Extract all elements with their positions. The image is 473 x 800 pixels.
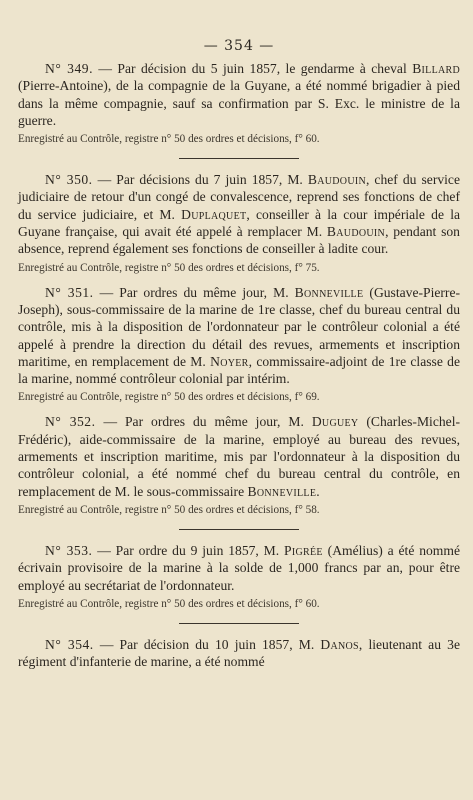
decision-entry-351 xyxy=(18,284,460,406)
separator-rule xyxy=(179,623,299,624)
person-name: Duguey xyxy=(311,414,359,430)
entry-number: N° 350. xyxy=(45,172,93,188)
entry-text: N° 351. — Par ordres du même jour, M. Bonneville (Gustave-Pierre-Joseph), sous-commissaire de la marine de 1re classe, chef du bureau central du contrôle, mis à la disposition de l'ordonnateur par le contrôleur colonial a été appelé à prendre la direction du détail des revues, armements et inscription maritime, en remplacement de M. Noyer, commissaire-adjoint de 1re classe de la marine, nommé contrôleur colonial par intérim. xyxy=(18,284,460,387)
decision-entry-349 xyxy=(18,60,460,147)
entry-number: N° 354. xyxy=(45,636,94,652)
separator-rule xyxy=(179,529,299,530)
person-name: Pigrée xyxy=(284,542,323,558)
decision-entry-350 xyxy=(18,171,460,275)
document-page xyxy=(18,34,460,670)
entry-number: N° 349. xyxy=(45,61,93,76)
person-name: Billard xyxy=(412,61,461,76)
decision-entry-352 xyxy=(18,413,460,517)
register-note: Enregistré au Contrôle, registre n° 50 des ordres et décisions, f° 60. xyxy=(18,597,320,610)
page-number: — 354 — xyxy=(203,38,275,54)
register-note: Enregistré au Contrôle, registre n° 50 des ordres et décisions, f° 69. xyxy=(18,391,320,404)
entry-text: N° 353. — Par ordre du 9 juin 1857, M. Pigrée (Amélius) a été nommé écrivain provisoire de la marine à la solde de 1,000 francs par an, pour être employé au secrétariat de l'ordonnateur. xyxy=(18,542,460,593)
register-note: Enregistré au Contrôle, registre n° 50 des ordres et décisions, f° 60. xyxy=(18,133,320,146)
person-name: Baudouin xyxy=(307,172,366,188)
entry-number: N° 353. xyxy=(45,542,93,558)
person-name: Danos xyxy=(320,636,359,652)
separator-rule xyxy=(179,158,299,159)
decision-entry-354 xyxy=(18,636,460,671)
entry-gap xyxy=(18,276,460,284)
register-note: Enregistré au Contrôle, registre n° 50 des ordres et décisions, f° 75. xyxy=(18,261,320,274)
decision-entry-353 xyxy=(18,542,460,612)
entry-text: N° 350. — Par décisions du 7 juin 1857, M. Baudouin, chef du service judiciaire de retour d'un congé de convalescence, reprend ses fonctions de chef du service judiciaire, et M. Duplaquet, conseiller à la cour impériale de la Guyane française, qui avait été appelé à remplacer M. Baudouin, pendant son absence, reprend également ses fonctions de conseiller à ladite cour. xyxy=(18,172,460,257)
person-name: Bonneville xyxy=(247,483,317,499)
entry-text: N° 352. — Par ordres du même jour, M. Duguey (Charles-Michel-Frédéric), aide-commissaire de la marine, employé au bureau des revues, armements et inscription maritime, mis par l'ordonnateur à la disposition du contrôleur colonial, a été nommé chef du bureau central du contrôle, en remplacement de M. le sous-commissaire Bonneville. xyxy=(18,414,460,499)
person-name: Duplaquet xyxy=(181,206,247,222)
entry-number: N° 352. xyxy=(45,414,96,430)
person-name: Noyer xyxy=(210,353,249,369)
entry-number: N° 351. xyxy=(45,284,94,300)
entry-text: N° 354. — Par décision du 10 juin 1857, M. Danos, lieutenant au 3e régiment d'infanterie de marine, a été nommé xyxy=(18,636,460,670)
entry-text: N° 349. — Par décision du 5 juin 1857, le gendarme à cheval Billard (Pierre-Antoine), de la compagnie de la Guyane, a été nommé brigadier à pied dans la même compagnie, sauf sa confirmation par S. Exc. le ministre de la guerre. xyxy=(18,61,461,128)
register-note: Enregistré au Contrôle, registre n° 50 des ordres et décisions, f° 58. xyxy=(18,503,320,516)
person-name: Bonneville xyxy=(294,284,364,300)
person-name: Baudouin xyxy=(326,224,386,240)
entry-gap xyxy=(18,405,460,413)
